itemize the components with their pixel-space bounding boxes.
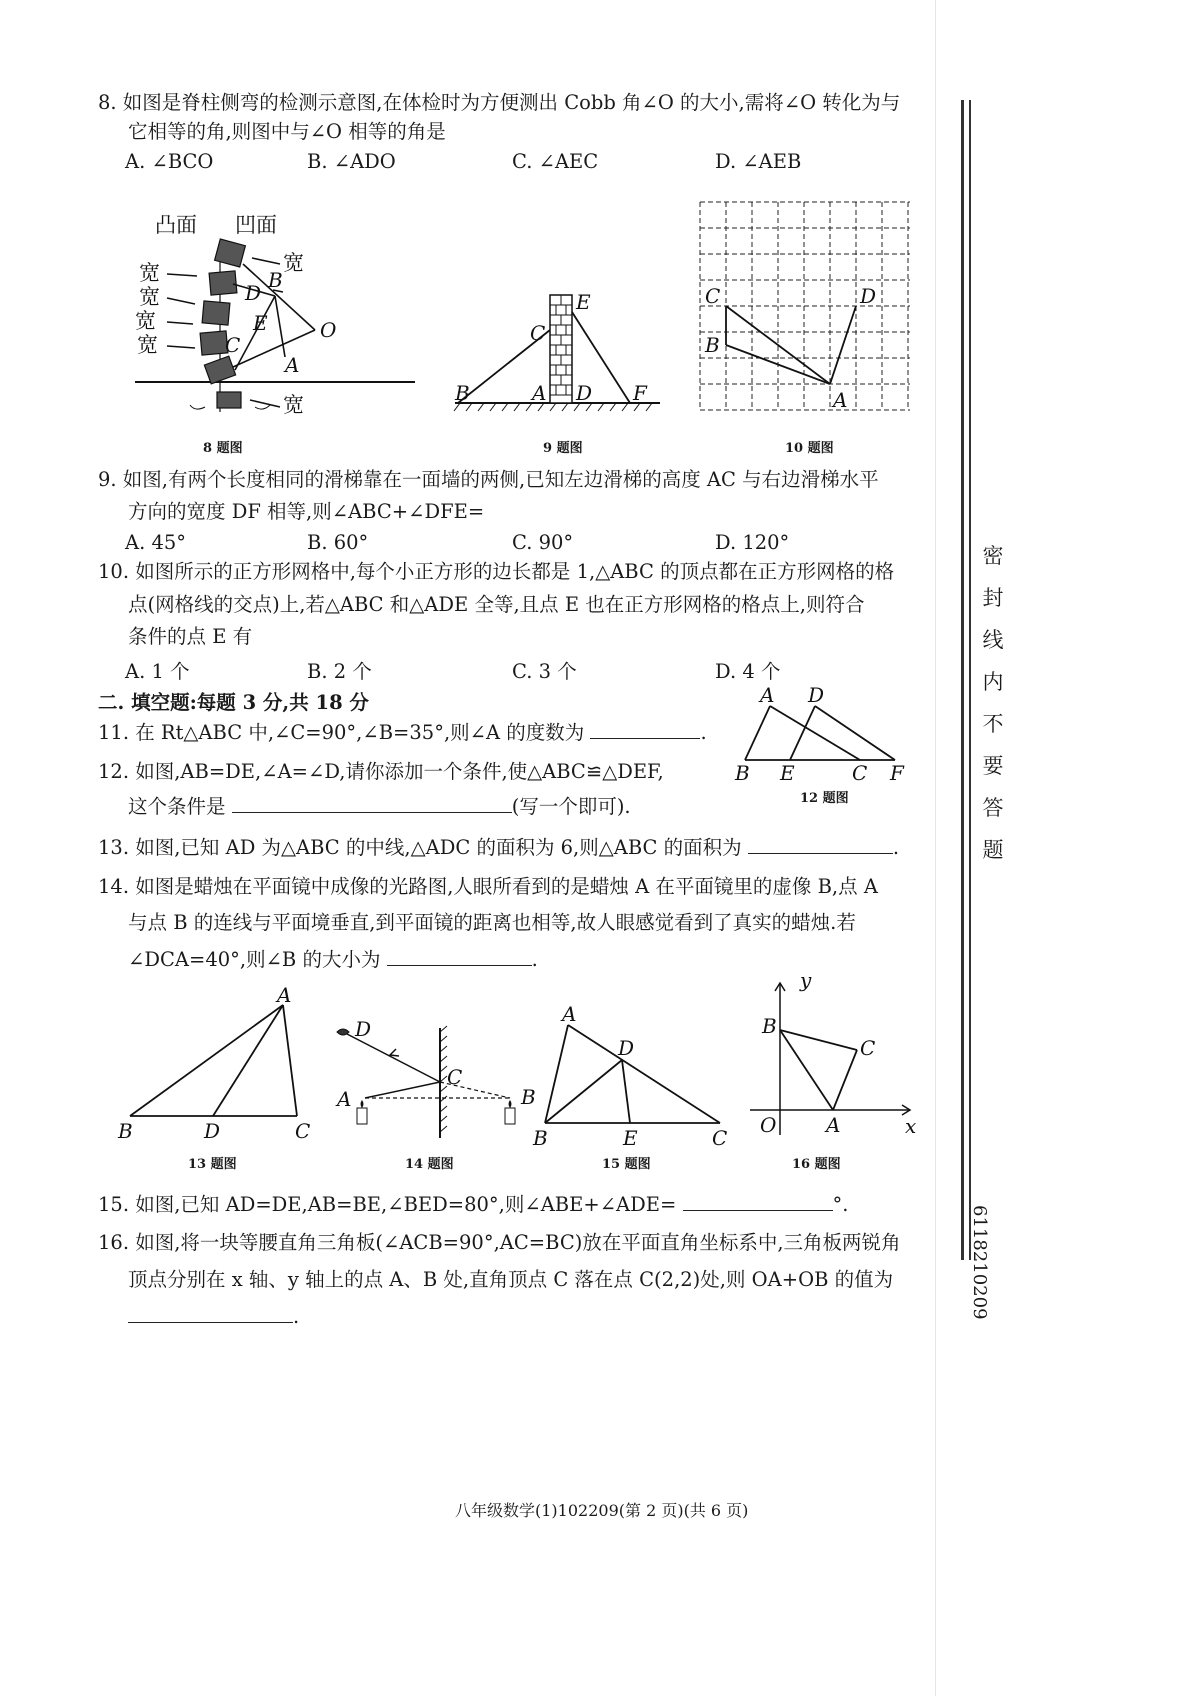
caption-fig12: 12 题图: [800, 791, 849, 806]
figure-16-coordinate: [740, 968, 925, 1145]
point-c: C: [225, 333, 241, 357]
q14-line2: 与点 B 的连线与平面境垂直,到平面镜的距离也相等,故人眼感觉看到了真实的蜡烛.若: [128, 911, 856, 934]
q9-option-b: B. 60°: [307, 531, 369, 554]
label-wide-3: 宽: [135, 309, 156, 333]
q15: [98, 1190, 849, 1220]
q12-line2: [128, 792, 631, 822]
q9-line2: 方向的宽度 DF 相等,则∠ABC+∠DFE=: [128, 500, 485, 523]
q14-line3: [128, 945, 538, 975]
seal-line-thin: [969, 100, 971, 1260]
q12-answer-blank[interactable]: [232, 792, 512, 813]
point-e: E: [623, 1126, 638, 1150]
q8-option-d: D. ∠AEB: [715, 150, 802, 173]
q16-line2: 顶点分别在 x 轴、y 轴上的点 A、B 处,直角顶点 C 落在点 C(2,2)处,则 OA+OB 的值为: [128, 1268, 894, 1291]
point-d: D: [204, 1119, 221, 1143]
point-c: C: [705, 284, 721, 308]
figure-9-slides: [450, 290, 670, 420]
page-footer: 八年级数学(1)102209(第 2 页)(共 6 页): [455, 1501, 749, 1520]
caption-fig16: 16 题图: [792, 1157, 841, 1172]
q16-answer-blank[interactable]: [128, 1302, 293, 1323]
q13-answer-blank[interactable]: [748, 833, 893, 854]
label-wide-1: 宽: [139, 261, 160, 285]
point-c: C: [852, 761, 868, 785]
q10-line1: 10. 如图所示的正方形网格中,每个小正方形的边长都是 1,△ABC 的顶点都在正方形网格的格: [98, 560, 895, 583]
figure-14-mirror: [325, 1017, 540, 1145]
q10-line3: 条件的点 E 有: [128, 625, 253, 648]
point-f: F: [633, 381, 647, 405]
point-a: A: [285, 353, 300, 377]
point-f: F: [890, 761, 904, 785]
q14-line1: 14. 如图是蜡烛在平面镜中成像的光路图,人眼所看到的是蜡烛 A 在平面镜里的虚像 B,点 A: [98, 875, 878, 898]
q13-end: .: [892, 836, 900, 859]
label-wide-4: 宽: [137, 333, 158, 357]
point-b: B: [455, 381, 470, 405]
figure-13-triangle: [115, 983, 315, 1145]
q8-option-a: A. ∠BCO: [125, 150, 214, 173]
label-wide-2: 宽: [139, 285, 160, 309]
seal-code: 6118210209: [969, 1205, 990, 1320]
caption-fig8: 8 题图: [203, 441, 243, 456]
point-a: A: [826, 1113, 841, 1137]
q13: [98, 833, 899, 863]
q12-line1: 12. 如图,AB=DE,∠A=∠D,请你添加一个条件,使△ABC≌△DEF,: [98, 760, 664, 783]
point-e: E: [576, 290, 591, 314]
seal-line-thick: [961, 100, 964, 1260]
caption-fig9: 9 题图: [543, 441, 583, 456]
point-d: D: [576, 381, 593, 405]
section-fill-in-title: 二. 填空题:每题 3 分,共 18 分: [98, 691, 369, 714]
point-d: D: [355, 1017, 372, 1041]
seal-char-8: 题: [982, 838, 1004, 862]
figure-8-spine: [125, 212, 425, 422]
point-d: D: [618, 1036, 635, 1060]
label-wide-5: 宽: [283, 251, 304, 275]
q13-text: 13. 如图,已知 AD 为△ABC 的中线,△ADC 的面积为 6,则△ABC 的面积为: [98, 836, 742, 859]
caption-fig14: 14 题图: [405, 1157, 454, 1172]
origin-o: O: [760, 1113, 777, 1137]
axis-x-label: x: [905, 1114, 917, 1138]
point-b: B: [735, 761, 750, 785]
point-a: A: [337, 1087, 352, 1111]
point-b: B: [762, 1014, 777, 1038]
q11-text: 11. 在 Rt△ABC 中,∠C=90°,∠B=35°,则∠A 的度数为: [98, 721, 585, 744]
q9-option-d: D. 120°: [715, 531, 790, 554]
q16-line3: [128, 1302, 299, 1332]
label-wide-6: 宽: [283, 393, 304, 417]
page-fold-line: [935, 0, 936, 1696]
point-e: E: [780, 761, 795, 785]
axis-y-label: y: [800, 968, 812, 992]
seal-char-7: 答: [982, 796, 1004, 820]
q11-answer-blank[interactable]: [590, 718, 700, 739]
point-c: C: [530, 321, 546, 345]
q16-end: .: [293, 1305, 300, 1328]
point-b: B: [705, 333, 720, 357]
caption-fig15: 15 题图: [602, 1157, 651, 1172]
point-b: B: [533, 1126, 548, 1150]
seal-char-1: 密: [982, 544, 1004, 568]
q12-end: (写一个即可).: [511, 795, 631, 818]
q8-option-b: B. ∠ADO: [307, 150, 396, 173]
label-concave: 凹面: [235, 213, 277, 237]
seal-char-2: 封: [982, 586, 1004, 610]
point-a: A: [760, 683, 775, 707]
q9-option-c: C. 90°: [512, 531, 574, 554]
q11: [98, 718, 707, 748]
q9-option-a: A. 45°: [125, 531, 187, 554]
point-a: A: [833, 388, 848, 412]
q10-option-d: D. 4 个: [715, 660, 781, 683]
figure-10-grid: [695, 197, 920, 422]
q8-line1: 8. 如图是脊柱侧弯的检测示意图,在体检时为方便测出 Cobb 角∠O 的大小,需将∠O 转化为与: [98, 91, 901, 114]
q15-end: °.: [832, 1193, 849, 1216]
point-b: B: [118, 1119, 133, 1143]
seal-char-3: 线: [982, 628, 1004, 652]
seal-char-5: 不: [982, 712, 1004, 736]
q16-line1: 16. 如图,将一块等腰直角三角板(∠ACB=90°,AC=BC)放在平面直角坐标系中,三角板两锐角: [98, 1231, 901, 1254]
point-a: A: [562, 1002, 577, 1026]
point-c: C: [295, 1119, 311, 1143]
point-c: C: [860, 1036, 876, 1060]
point-c: C: [447, 1065, 463, 1089]
seal-char-6: 要: [982, 754, 1004, 778]
point-d: D: [808, 683, 825, 707]
point-o: O: [320, 318, 337, 342]
q8-line2: 它相等的角,则图中与∠O 相等的角是: [128, 120, 446, 143]
point-e: E: [253, 311, 268, 335]
point-c: C: [712, 1126, 728, 1150]
figure-15-triangle: [530, 1002, 730, 1150]
q11-end: .: [700, 721, 707, 744]
q10-option-c: C. 3 个: [512, 660, 577, 683]
seal-char-4: 内: [982, 670, 1004, 694]
figure-12-triangles: [730, 683, 920, 785]
caption-fig13: 13 题图: [188, 1157, 237, 1172]
q15-text: 15. 如图,已知 AD=DE,AB=BE,∠BED=80°,则∠ABE+∠ADE=: [98, 1193, 677, 1216]
point-d: D: [860, 284, 877, 308]
q14-text: ∠DCA=40°,则∠B 的大小为: [128, 948, 381, 971]
caption-fig10: 10 题图: [785, 441, 834, 456]
q14-answer-blank[interactable]: [387, 945, 532, 966]
q12-prompt: 这个条件是: [128, 795, 226, 818]
point-b: B: [521, 1085, 536, 1109]
label-convex: 凸面: [155, 213, 197, 237]
q9-line1: 9. 如图,有两个长度相同的滑梯靠在一面墙的两侧,已知左边滑梯的高度 AC 与右边滑梯水平: [98, 468, 879, 491]
q10-line2: 点(网格线的交点)上,若△ABC 和△ADE 全等,且点 E 也在正方形网格的格点上,则符合: [128, 593, 865, 616]
q14-end: .: [531, 948, 538, 971]
q15-answer-blank[interactable]: [683, 1190, 833, 1211]
q10-option-a: A. 1 个: [125, 660, 190, 683]
q10-option-b: B. 2 个: [307, 660, 372, 683]
point-d: D: [245, 281, 262, 305]
point-b: B: [268, 268, 283, 292]
point-a: A: [532, 381, 547, 405]
q8-option-c: C. ∠AEC: [512, 150, 599, 173]
point-a: A: [277, 983, 292, 1007]
